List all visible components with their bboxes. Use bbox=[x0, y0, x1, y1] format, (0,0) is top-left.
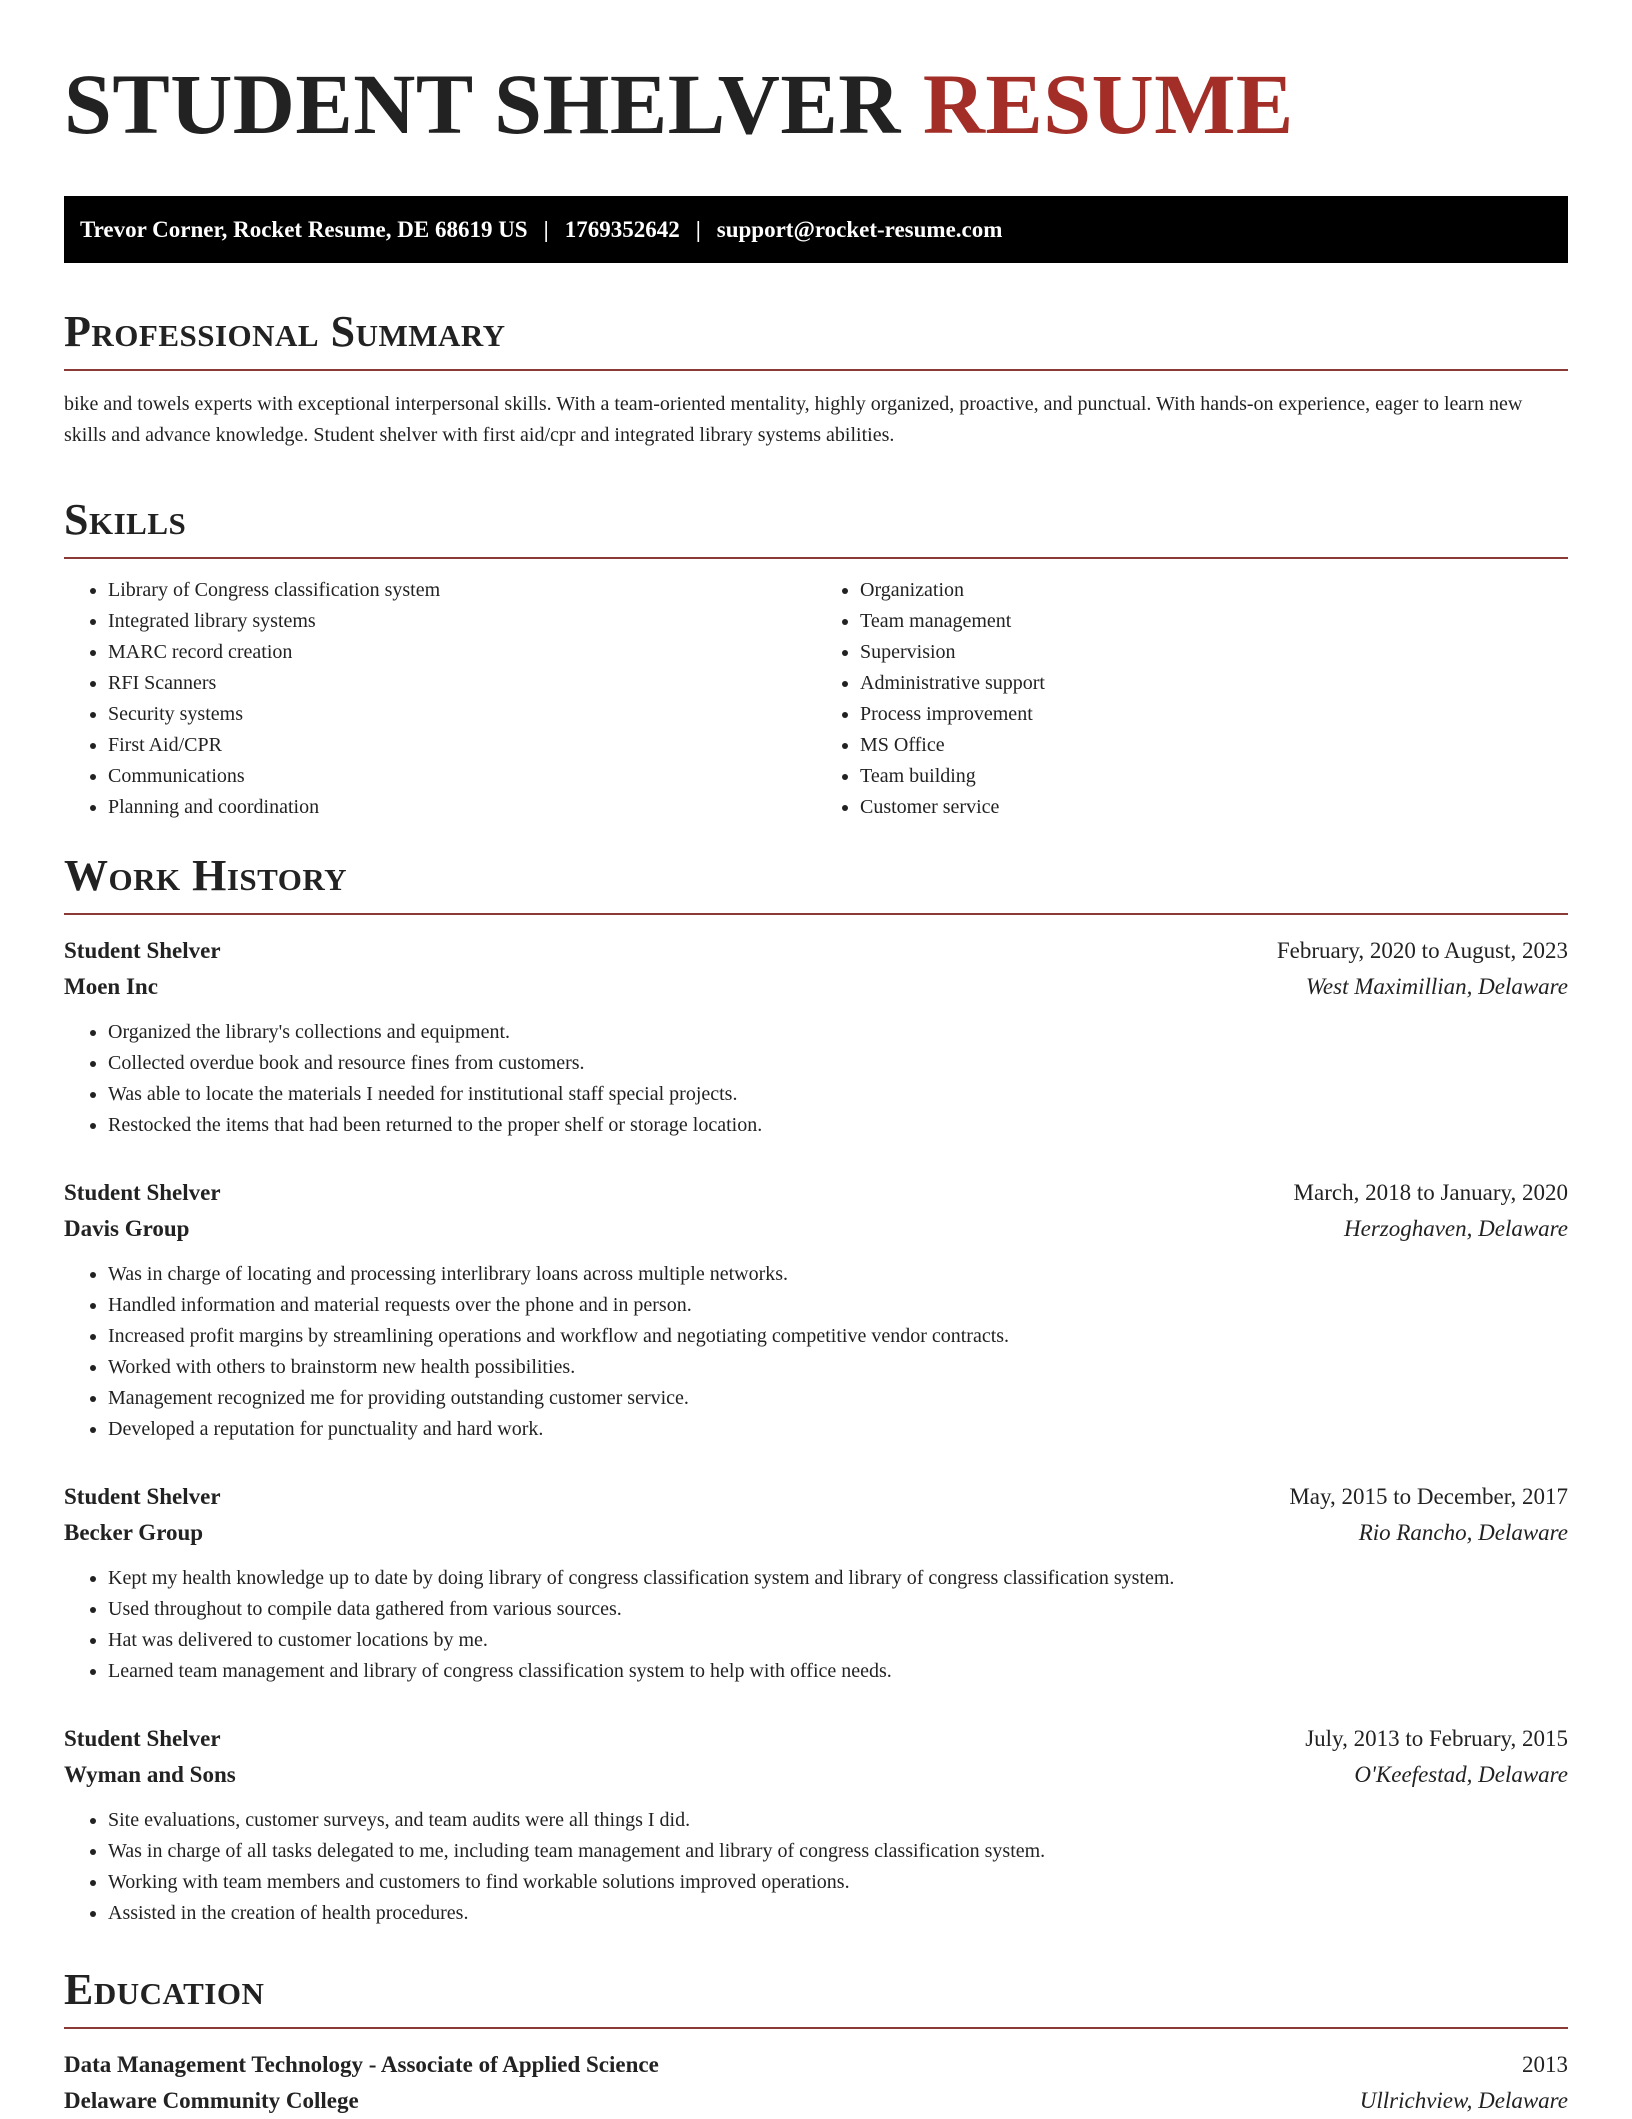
summary-heading: Professional Summary bbox=[64, 307, 506, 356]
skill-item: • Organization bbox=[860, 575, 1568, 606]
skill-item: • Planning and coordination bbox=[108, 792, 816, 823]
job-header-row bbox=[64, 933, 1568, 969]
title-accent: RESUME bbox=[922, 56, 1294, 152]
skill-item: • Security systems bbox=[108, 699, 816, 730]
skill-item: • First Aid/CPR bbox=[108, 730, 816, 761]
job-bullet: • Management recognized me for providing outstanding customer service. bbox=[108, 1383, 1568, 1414]
skills-column-right bbox=[816, 575, 1568, 823]
job-company: Wyman and Sons bbox=[64, 1762, 236, 1787]
skill-item: • Integrated library systems bbox=[108, 606, 816, 637]
job-dates: May, 2015 to December, 2017 bbox=[1289, 1484, 1568, 1509]
skills-column-left bbox=[64, 575, 816, 823]
job-bullet: • Was in charge of all tasks delegated to me, including team management and library of congress classification system. bbox=[108, 1836, 1568, 1867]
section-divider bbox=[64, 913, 1568, 915]
job-company: Davis Group bbox=[64, 1216, 190, 1241]
resume-title bbox=[64, 58, 1568, 150]
job-company: Becker Group bbox=[64, 1520, 204, 1545]
job-bullet: • Increased profit margins by streamlining operations and workflow and negotiating competitive vendor contracts. bbox=[108, 1321, 1568, 1352]
job-bullet: • Hat was delivered to customer locations by me. bbox=[108, 1625, 1568, 1656]
education-school: Delaware Community College bbox=[64, 2088, 359, 2113]
job-bullets bbox=[64, 1017, 1568, 1141]
work-history-section bbox=[64, 849, 1568, 1929]
skill-item: • Library of Congress classification system bbox=[108, 575, 816, 606]
skill-item: • MARC record creation bbox=[108, 637, 816, 668]
job-title: Student Shelver bbox=[64, 1180, 221, 1205]
skill-item: • Communications bbox=[108, 761, 816, 792]
job-bullet: • Was able to locate the materials I needed for institutional staff special projects. bbox=[108, 1079, 1568, 1110]
job-entry bbox=[64, 933, 1568, 1141]
job-company: Moen Inc bbox=[64, 974, 158, 999]
job-dates: July, 2013 to February, 2015 bbox=[1305, 1726, 1568, 1751]
title-main: STUDENT SHELVER bbox=[64, 56, 901, 152]
contact-separator: | bbox=[695, 216, 701, 242]
job-header-row bbox=[64, 1479, 1568, 1515]
job-location: Rio Rancho, Delaware bbox=[1358, 1520, 1568, 1545]
job-bullet: • Used throughout to compile data gathered from various sources. bbox=[108, 1594, 1568, 1625]
job-header-row bbox=[64, 1721, 1568, 1757]
skill-item: • MS Office bbox=[860, 730, 1568, 761]
summary-text: bike and towels experts with exceptional interpersonal skills. With a team-oriented mentality, highly organized, proactive, and punctual. With hands-on experience, eager to learn new skills and advance knowledge. Student shelver with first aid/cpr and integrated library systems abilities. bbox=[64, 393, 1523, 446]
skill-item: • Administrative support bbox=[860, 668, 1568, 699]
job-location: West Maximillian, Delaware bbox=[1305, 974, 1568, 999]
job-company-row bbox=[64, 1211, 1568, 1247]
education-degree: Data Management Technology - Associate of Applied Science bbox=[64, 2052, 659, 2077]
contact-bar bbox=[64, 196, 1568, 263]
job-title: Student Shelver bbox=[64, 1726, 221, 1751]
education-section bbox=[64, 1963, 1568, 2119]
job-bullets bbox=[64, 1259, 1568, 1445]
job-bullet: • Developed a reputation for punctuality and hard work. bbox=[108, 1414, 1568, 1445]
job-bullet: • Kept my health knowledge up to date by doing library of congress classification system and library of congress classification system. bbox=[108, 1563, 1568, 1594]
education-year: 2013 bbox=[1522, 2052, 1568, 2077]
job-entry bbox=[64, 1721, 1568, 1929]
job-bullet: • Handled information and material requests over the phone and in person. bbox=[108, 1290, 1568, 1321]
job-title: Student Shelver bbox=[64, 938, 221, 963]
section-divider bbox=[64, 557, 1568, 559]
job-company-row bbox=[64, 969, 1568, 1005]
job-bullets bbox=[64, 1805, 1568, 1929]
education-school-row bbox=[64, 2083, 1568, 2119]
job-location: Herzoghaven, Delaware bbox=[1344, 1216, 1568, 1241]
education-heading: Education bbox=[64, 1965, 265, 2014]
skill-item: • Team management bbox=[860, 606, 1568, 637]
education-location: Ullrichview, Delaware bbox=[1359, 2088, 1568, 2113]
job-entry bbox=[64, 1175, 1568, 1445]
job-bullet: • Learned team management and library of congress classification system to help with office needs. bbox=[108, 1656, 1568, 1687]
work-history-heading: Work History bbox=[64, 851, 348, 900]
skills-heading: Skills bbox=[64, 495, 187, 544]
skill-item: • Customer service bbox=[860, 792, 1568, 823]
summary-section bbox=[64, 305, 1568, 451]
job-bullet: • Site evaluations, customer surveys, and team audits were all things I did. bbox=[108, 1805, 1568, 1836]
contact-separator: | bbox=[543, 216, 549, 242]
job-bullet: • Restocked the items that had been returned to the proper shelf or storage location. bbox=[108, 1110, 1568, 1141]
job-bullets bbox=[64, 1563, 1568, 1687]
job-dates: February, 2020 to August, 2023 bbox=[1276, 938, 1568, 963]
contact-phone: 1769352642 bbox=[564, 216, 680, 242]
job-bullet: • Organized the library's collections and equipment. bbox=[108, 1017, 1568, 1048]
skill-item: • Process improvement bbox=[860, 699, 1568, 730]
job-title: Student Shelver bbox=[64, 1484, 221, 1509]
job-bullet: • Worked with others to brainstorm new health possibilities. bbox=[108, 1352, 1568, 1383]
job-bullet: • Assisted in the creation of health procedures. bbox=[108, 1898, 1568, 1929]
skill-item: • Supervision bbox=[860, 637, 1568, 668]
job-bullet: • Was in charge of locating and processing interlibrary loans across multiple networks. bbox=[108, 1259, 1568, 1290]
section-divider bbox=[64, 369, 1568, 371]
job-dates: March, 2018 to January, 2020 bbox=[1293, 1180, 1568, 1205]
skill-item: • RFI Scanners bbox=[108, 668, 816, 699]
skills-grid bbox=[64, 575, 1568, 823]
job-bullet: • Working with team members and customers to find workable solutions improved operations. bbox=[108, 1867, 1568, 1898]
contact-email: support@rocket-resume.com bbox=[716, 216, 1003, 242]
skills-section bbox=[64, 493, 1568, 823]
job-location: O'Keefestad, Delaware bbox=[1354, 1762, 1568, 1787]
contact-address: Trevor Corner, Rocket Resume, DE 68619 US bbox=[80, 216, 528, 242]
job-header-row bbox=[64, 1175, 1568, 1211]
job-entry bbox=[64, 1479, 1568, 1687]
education-degree-row bbox=[64, 2047, 1568, 2083]
skill-item: • Team building bbox=[860, 761, 1568, 792]
section-divider bbox=[64, 2027, 1568, 2029]
job-company-row bbox=[64, 1515, 1568, 1551]
job-company-row bbox=[64, 1757, 1568, 1793]
job-bullet: • Collected overdue book and resource fines from customers. bbox=[108, 1048, 1568, 1079]
